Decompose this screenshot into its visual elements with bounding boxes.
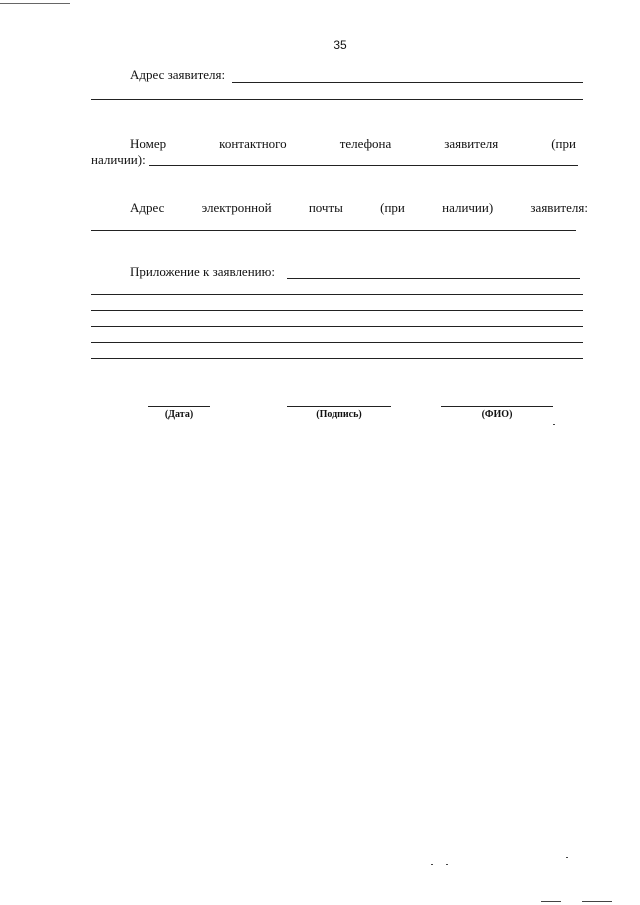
email-word-1: Адрес — [130, 200, 165, 215]
phone-word-5: (при — [551, 136, 576, 151]
email-word-5: наличии) — [442, 200, 494, 215]
name-caption: (ФИО) — [481, 409, 513, 420]
email-word-6: заявителя: — [530, 200, 588, 215]
applicant-address-line-1 — [232, 82, 583, 83]
page-number: 35 — [333, 38, 347, 52]
signature-line — [287, 406, 391, 407]
phone-word-3: телефона — [339, 136, 392, 151]
signature-caption: (Подпись) — [316, 409, 362, 420]
applicant-address-line-2 — [91, 99, 583, 100]
applicant-address-label: Адрес заявителя: — [130, 67, 226, 82]
phone-label-row — [130, 136, 576, 152]
attachment-line-5 — [91, 342, 583, 343]
attachment-line-6 — [91, 358, 583, 359]
attachment-label: Приложение к заявлению: — [130, 264, 275, 279]
phone-word-4: заявителя — [444, 136, 499, 151]
email-line — [91, 230, 576, 231]
date-signature-line — [148, 406, 210, 407]
phone-word-1: Номер — [130, 136, 167, 151]
scan-speck — [446, 864, 448, 865]
scan-speck — [431, 864, 433, 865]
scan-speck — [541, 901, 561, 902]
email-word-3: почты — [308, 200, 343, 215]
scan-speck — [553, 424, 555, 425]
scan-speck — [582, 901, 612, 902]
email-label-row — [130, 200, 588, 216]
scan-speck — [566, 857, 568, 858]
phone-label-continuation: наличии): — [91, 152, 146, 167]
phone-line — [149, 165, 578, 166]
attachment-line-1 — [287, 278, 580, 279]
attachment-line-3 — [91, 310, 583, 311]
corner-mark — [0, 0, 70, 4]
email-word-4: (при — [380, 200, 405, 215]
attachment-line-2 — [91, 294, 583, 295]
attachment-line-4 — [91, 326, 583, 327]
email-word-2: электронной — [201, 200, 272, 215]
date-caption: (Дата) — [164, 409, 194, 420]
name-signature-line — [441, 406, 553, 407]
phone-word-2: контактного — [219, 136, 287, 151]
